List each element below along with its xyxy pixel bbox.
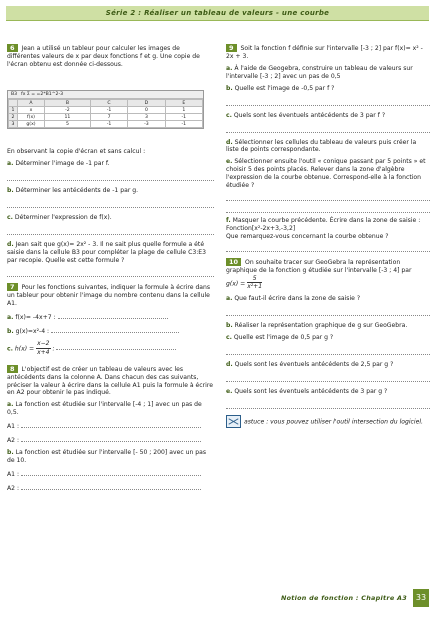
question-text: Masquer la courbe précédente. Écrire dans la zone de saisie : Fonction[x²-2x+3,-3,2] (226, 217, 421, 232)
denominator: x+4 (37, 348, 50, 356)
question-text: Réaliser la représentation graphique de g sur GeoGebra. (234, 322, 408, 330)
cell: 7 (90, 114, 127, 121)
cell: -1 (90, 121, 127, 128)
column-header: A (18, 100, 45, 107)
cell-label: A2 : (7, 437, 20, 445)
exercise-intro: Jean a utilisé un tableur pour calculer les images de différentes valeurs de x par deux fonctions f et g. Une copie de l'écran obtenu est donnée ci-dessous. (7, 45, 200, 68)
spreadsheet-grid (8, 99, 203, 128)
question-label: b. (226, 84, 233, 92)
question-text: g(x)=x²-4 : (15, 328, 50, 336)
row-header: 1 (9, 107, 18, 114)
left-column (7, 44, 214, 71)
formula-g (226, 275, 262, 292)
table-row (9, 107, 203, 114)
question-text: Que remarquez-vous concernant la courbe obtenue ? (226, 232, 389, 240)
question-text: Sélectionner les cellules du tableau de valeurs puis créer la liste de points correspondante. (226, 138, 417, 154)
question-label: b. (7, 328, 14, 336)
question-text: À l'aide de Geogebra, construire un tableau de valeurs sur l'intervalle [-3 ; 2] avec un pas de 0,5 (226, 64, 413, 80)
table-row (9, 121, 203, 128)
answer-line[interactable] (21, 483, 201, 490)
page-header: Série 2 : Réaliser un tableau de valeurs - une courbe (6, 6, 429, 21)
cell: -1 (165, 121, 202, 128)
exercise-number: 9 (226, 44, 237, 52)
cell: 11 (45, 114, 91, 121)
row-header: 3 (9, 121, 18, 128)
answer-line[interactable] (226, 401, 430, 409)
cell-reference: B3 (11, 92, 18, 97)
question-text: Quels sont les éventuels antécédents de 2,5 par g ? (234, 361, 394, 369)
question-text: La fonction est étudiée sur l'intervalle [- 50 ; 200] avec un pas de 10. (7, 449, 207, 464)
question-label: b. (226, 322, 233, 330)
exercise-10 (226, 258, 430, 428)
exercise-number: 8 (7, 365, 18, 373)
fraction (247, 275, 262, 292)
answer-line[interactable] (21, 421, 201, 428)
question-text: Que faut-il écrire dans la zone de saisie ? (234, 295, 361, 303)
formula-lhs: h(x) = (14, 345, 35, 353)
row-header: 2 (9, 114, 18, 121)
answer-line[interactable] (226, 244, 430, 252)
exercise-intro: L'objectif est de créer un tableau de valeurs avec les antécédents dans la colonne A. Dans chacun des cas suivants, préciser la valeur à écrire dans la cellule A1 puis la formule à écrire en A2 pour obtenir le pas indiqué. (7, 365, 213, 397)
right-column (226, 44, 430, 428)
denominator: x²+1 (247, 283, 263, 291)
answer-line[interactable] (51, 326, 179, 333)
column-header: E (165, 100, 202, 107)
answer-line[interactable] (226, 374, 430, 382)
formula-text: fx Σ = =2*B1^2-3 (21, 92, 64, 97)
question-text: Déterminer l'expression de f(x). (14, 213, 112, 221)
question-text: Quels sont les éventuels antécédents de 3 par f ? (233, 111, 386, 119)
question-label: a. (226, 64, 233, 72)
answer-line[interactable] (7, 200, 214, 208)
question-label: e. (226, 158, 233, 166)
exercise-number: 7 (7, 283, 18, 291)
question-text: Quelle est l'image de 0,5 par g ? (233, 334, 334, 342)
question-text: Sélectionner ensuite l'outil « conique passant par 5 points » et choisir 5 des points placés. Relever dans la zone d'algèbre l'expression de la courbe obtenue. Correspond-elle à la fonction étudiée ? (226, 158, 426, 190)
exercise-number: 10 (226, 258, 241, 266)
chapter-title: Notion de fonction : Chapitre A3 (280, 594, 407, 602)
formula-lhs: g(x) = (226, 279, 246, 287)
numerator: x−2 (37, 340, 50, 348)
left-column-continued (7, 148, 214, 493)
question-label: d. (226, 138, 233, 146)
answer-line[interactable] (226, 98, 430, 106)
answer-line[interactable] (226, 193, 430, 201)
question-label: f. (226, 217, 231, 225)
question-label: b. (7, 186, 14, 194)
exercise-6 (7, 44, 214, 69)
column-header: D (128, 100, 165, 107)
answer-line[interactable] (21, 469, 201, 476)
cell-label: A1 : (7, 423, 20, 431)
question-label: a. (226, 295, 233, 303)
answer-line[interactable] (226, 205, 430, 213)
intersection-tool-icon (226, 415, 241, 428)
answer-line[interactable] (7, 173, 214, 181)
question-label: b. (7, 449, 14, 457)
cell: -3 (128, 121, 165, 128)
cell: -1 (90, 107, 127, 114)
formula-colon: : (52, 345, 55, 353)
page-footer (281, 589, 429, 607)
question-label: c. (226, 334, 232, 342)
cell: 1 (165, 107, 202, 114)
question-text: La fonction est étudiée sur l'intervalle [-4 ; 1] avec un pas de 0,5. (7, 401, 202, 417)
exercise-9 (226, 44, 430, 252)
question-text: Quels sont les éventuels antécédents de 3 par g ? (234, 387, 388, 395)
question-text: Déterminer les antécédents de -1 par g. (15, 186, 139, 194)
cell: 0 (128, 107, 165, 114)
cell: 3 (128, 114, 165, 121)
answer-line[interactable] (58, 312, 168, 319)
question-label: c. (7, 345, 13, 353)
answer-line[interactable] (56, 343, 176, 350)
question-label: d. (7, 240, 14, 248)
astuce-text: astuce : vous pouvez utiliser l'outil intersection du logiciel. (244, 418, 423, 426)
formula-bar (8, 91, 203, 99)
exercise-number: 6 (7, 44, 18, 52)
question-label: d. (226, 361, 233, 369)
exercise-intro: Pour les fonctions suivantes, indiquer la formule à écrire dans un tableur pour obtenir l'image du nombre contenu dans la cellule A1. (7, 284, 211, 308)
corner-cell (9, 100, 18, 107)
question-label: c. (7, 213, 13, 221)
question-label: a. (7, 314, 14, 322)
question-text: f(x)= -4x+7 : (15, 314, 56, 322)
numerator: 5 (247, 275, 262, 284)
question-text: Jean sait que g(x)= 2x² - 3. Il ne sait plus quelle formule a été saisie dans la cellule B3 pour compléter la plage de cellule C3:E3 par recopie. Quelle est cette formule ? (7, 240, 207, 264)
question-label: a. (7, 401, 14, 409)
exercise-8 (7, 365, 214, 493)
page-number: 33 (413, 589, 429, 607)
column-header: B (45, 100, 91, 107)
answer-line[interactable] (7, 227, 214, 235)
answer-line[interactable] (7, 269, 214, 277)
cell-label: A2 : (7, 484, 20, 492)
cell: 5 (45, 121, 91, 128)
question-label: a. (7, 159, 14, 167)
answer-line[interactable] (21, 435, 201, 442)
cell: x (18, 107, 45, 114)
exercise-7 (7, 283, 214, 356)
column-header: C (90, 100, 127, 107)
answer-line[interactable] (226, 347, 430, 355)
question-label: c. (226, 111, 232, 119)
cell: -1 (165, 114, 202, 121)
formula-h (15, 340, 55, 357)
cell: g(x) (18, 121, 45, 128)
fraction (36, 340, 50, 357)
question-text: Déterminer l'image de -1 par f. (15, 159, 110, 167)
cell: -2 (45, 107, 91, 114)
answer-line[interactable] (226, 308, 430, 316)
answer-line[interactable] (226, 125, 430, 133)
exercise-intro: Soit la fonction f définie sur l'intervalle [-3 ; 2] par f(x)= x² - 2x + 3. (226, 45, 423, 60)
question-label: e. (226, 387, 233, 395)
cell-label: A1 : (7, 470, 20, 478)
exercise-lead: En observant la copie d'écran et sans calcul : (7, 148, 146, 155)
cell: f(x) (18, 114, 45, 121)
table-row (9, 114, 203, 121)
exercise-intro: On souhaite tracer sur GeoGebra la représentation graphique de la fonction g étudiée sur l'intervalle [-3 ; 4] par (226, 258, 412, 274)
spreadsheet-screenshot (7, 90, 204, 129)
question-text: Quelle est l'image de -0,5 par f ? (234, 84, 335, 92)
